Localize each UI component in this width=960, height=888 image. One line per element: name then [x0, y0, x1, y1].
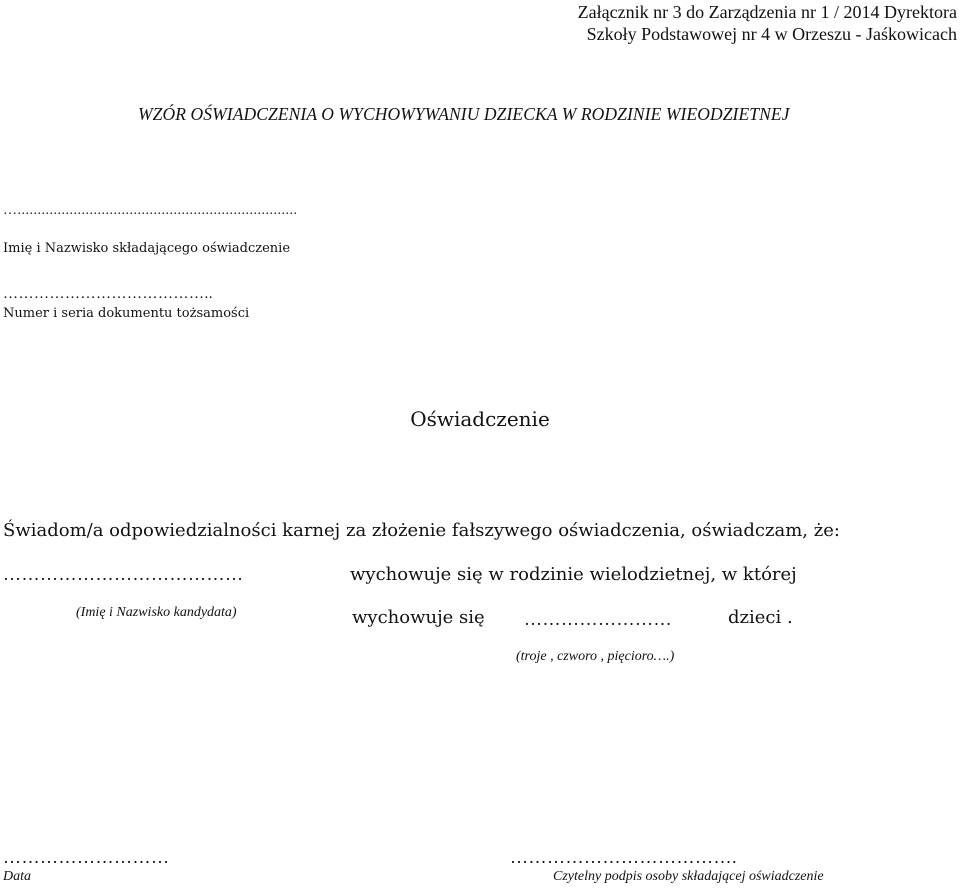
document-number-field-label: Numer i seria dokumentu tożsamości	[3, 306, 250, 321]
signature-label: Czytelny podpis osoby składającej oświadczenie	[553, 869, 824, 884]
attachment-header-line-1: Załącznik nr 3 do Zarządzenia nr 1 / 2014 Dyrektora	[577, 2, 957, 22]
name-fill-line: …......................................................................	[3, 203, 298, 218]
statement-line-2: wychowuje się w rodzinie wielodzietnej, w której	[350, 564, 797, 585]
name-field-label: Imię i Nazwisko składającego oświadczenie	[3, 241, 291, 256]
document-number-fill-line: …………………………………..	[3, 286, 213, 302]
statement-line-3-end: dzieci .	[728, 607, 793, 628]
candidate-name-fill-line: …………………………………	[3, 564, 244, 584]
date-label: Data	[3, 869, 31, 884]
children-count-hint: (troje , czworo , pięcioro….)	[516, 649, 675, 664]
attachment-header-line-2: Szkoły Podstawowej nr 4 w Orzeszu - Jaśkowicach	[586, 24, 957, 44]
statement-heading: Oświadczenie	[410, 407, 550, 431]
date-fill-line: ………………………	[3, 847, 170, 867]
children-count-fill-line: ……………………	[524, 609, 672, 629]
signature-fill-line: ……………………………….	[510, 847, 737, 867]
document-title: WZÓR OŚWIADCZENIA O WYCHOWYWANIU DZIECKA W RODZINIE WIEODZIETNEJ	[138, 104, 790, 124]
statement-intro: Świadom/a odpowiedzialności karnej za złożenie fałszywego oświadczenia, oświadczam, że:	[3, 520, 840, 541]
candidate-name-hint: (Imię i Nazwisko kandydata)	[76, 605, 237, 620]
statement-line-3: wychowuje się	[352, 607, 485, 628]
